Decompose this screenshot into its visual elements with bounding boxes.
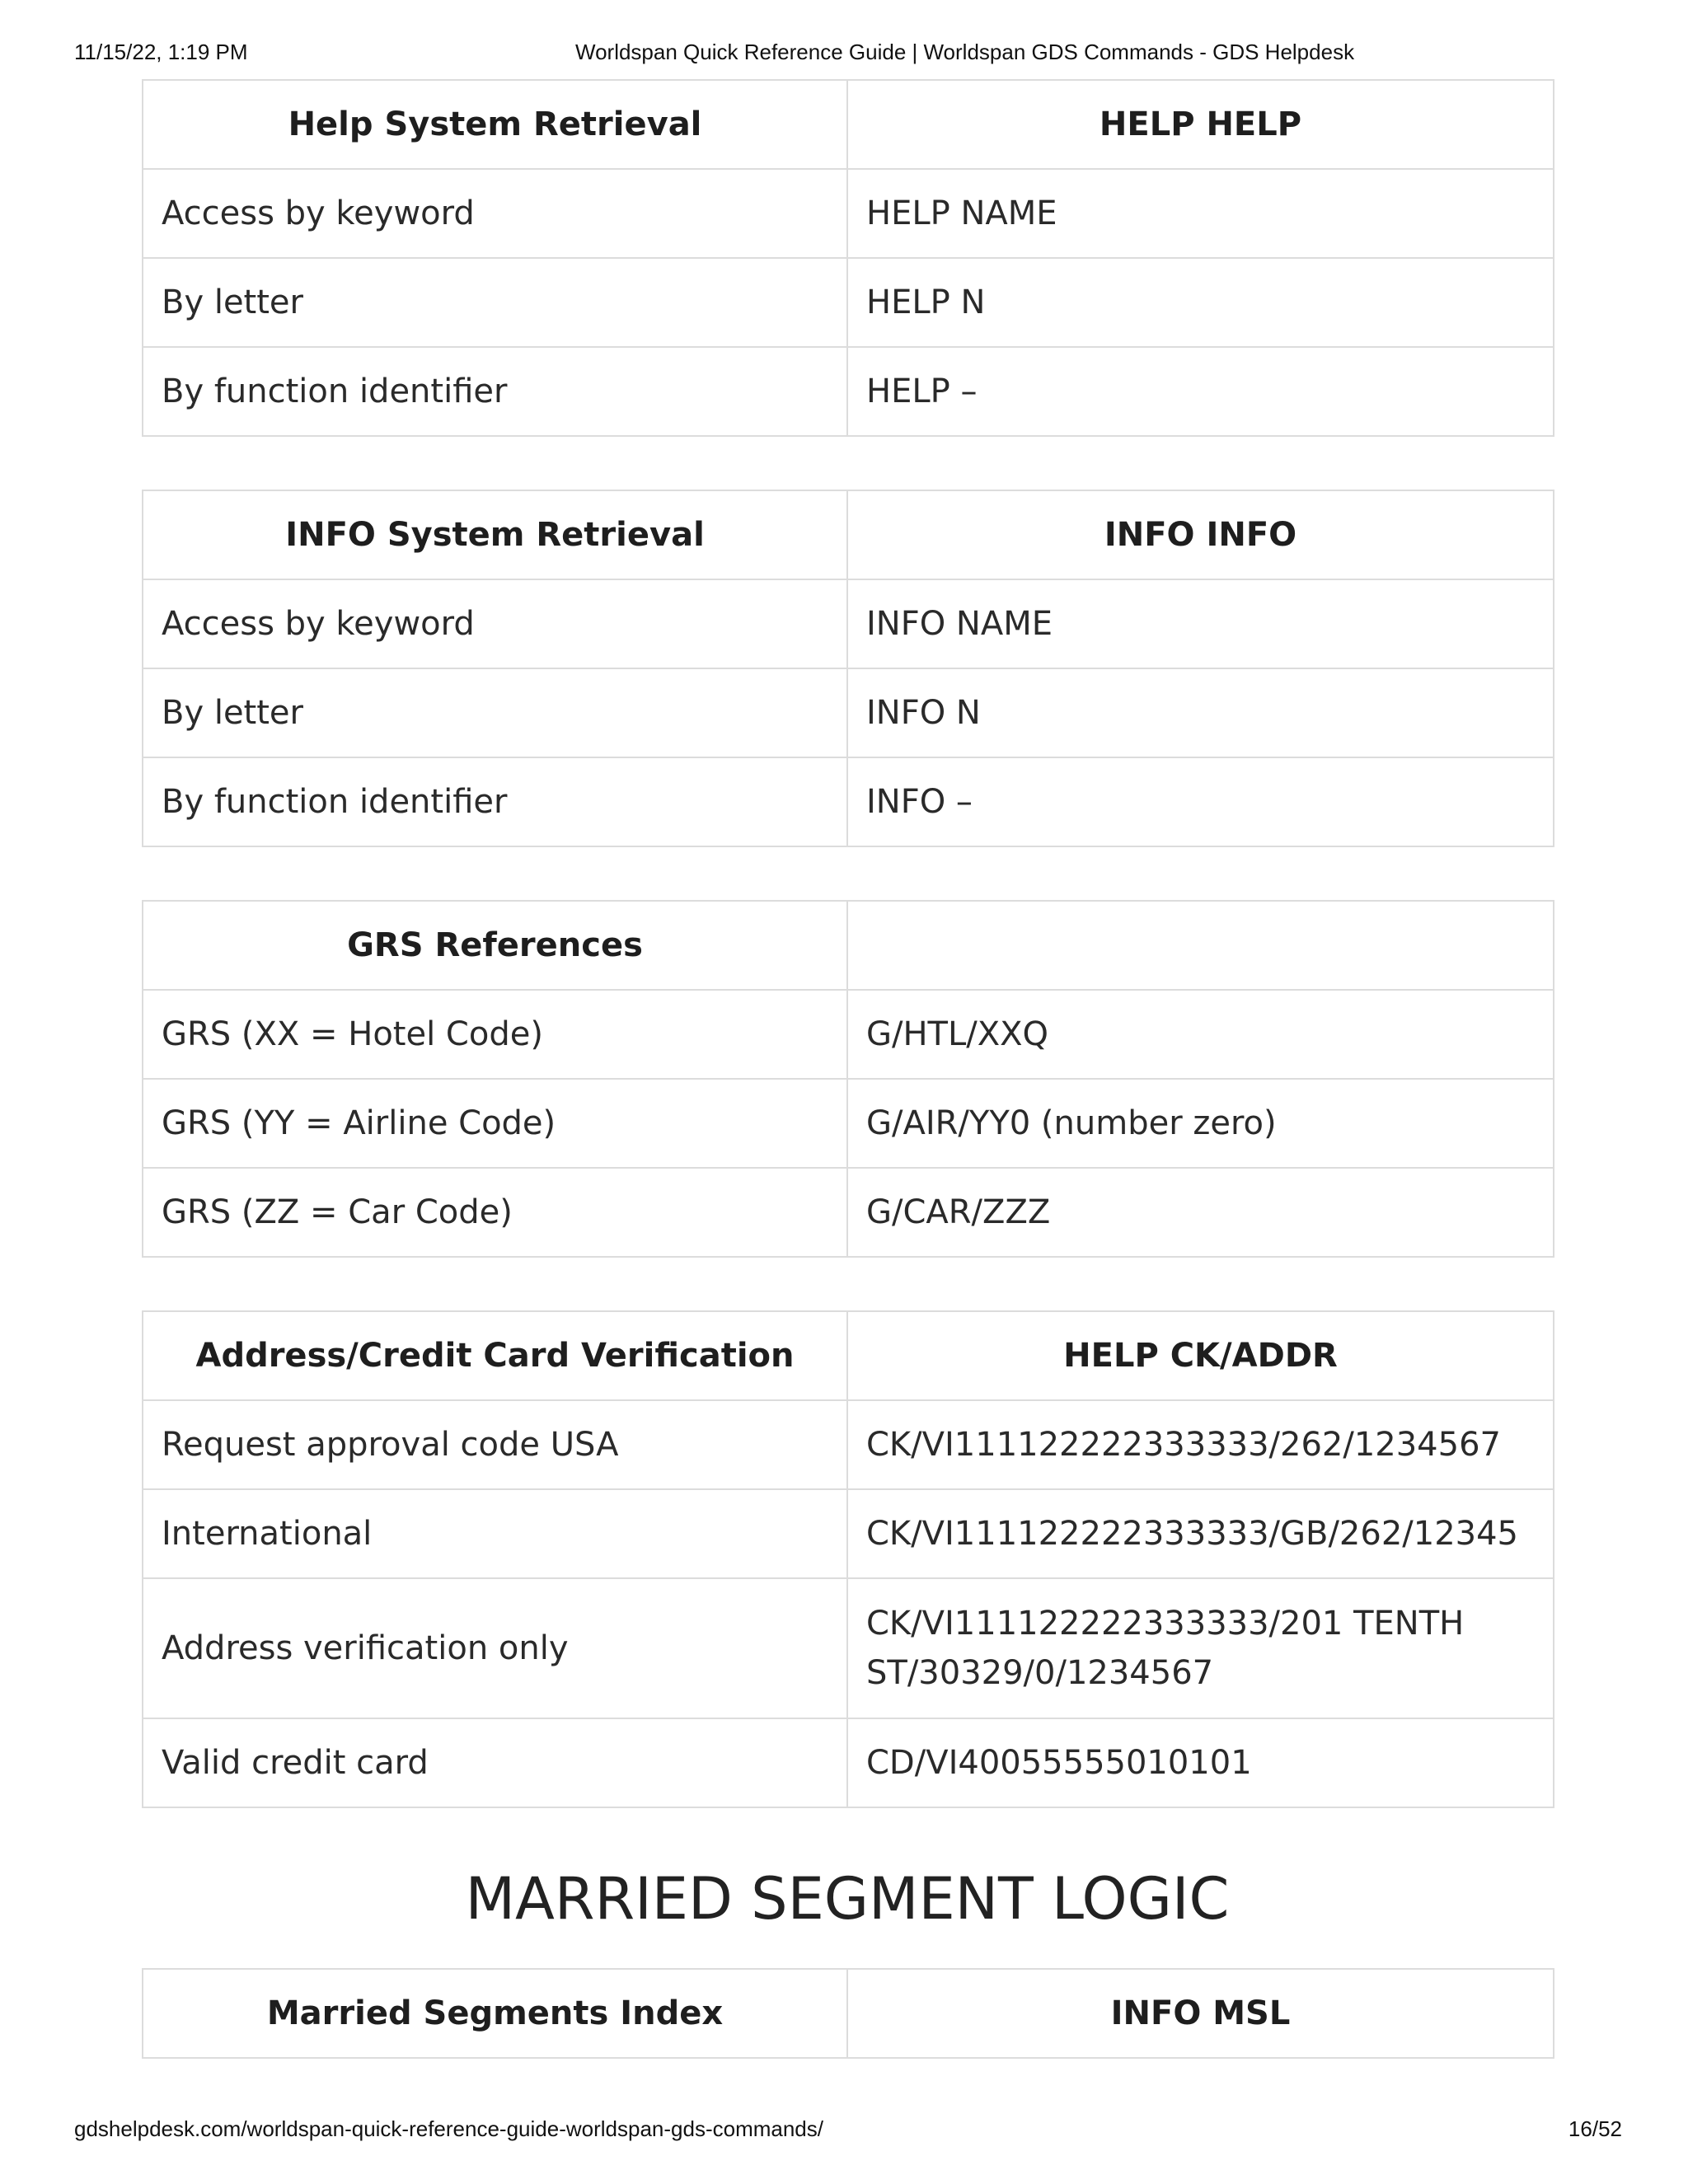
table-row	[143, 1718, 1554, 1807]
table-row	[143, 1489, 1554, 1578]
table-cell-description: By letter	[143, 258, 847, 347]
page-number: 16/52	[1568, 2116, 1622, 2141]
section-heading: MARRIED SEGMENT LOGIC	[465, 1865, 1230, 1933]
info-system-table	[142, 490, 1554, 847]
table-cell-command: G/HTL/XXQ	[847, 990, 1554, 1079]
table-header-cell: Help System Retrieval	[143, 80, 847, 169]
table-header-cell: INFO INFO	[847, 490, 1554, 579]
table-header-row	[143, 1969, 1554, 2058]
table-row	[143, 757, 1554, 846]
table-cell-description: GRS (ZZ = Car Code)	[143, 1168, 847, 1257]
table-cell-description: By letter	[143, 668, 847, 757]
help-system-table	[142, 79, 1554, 437]
table-header-cell: INFO MSL	[847, 1969, 1554, 2058]
table-header-row	[143, 1311, 1554, 1400]
table-row	[143, 668, 1554, 757]
table-row	[143, 169, 1554, 258]
table-cell-description: Request approval code USA	[143, 1400, 847, 1489]
table-cell-command: HELP N	[847, 258, 1554, 347]
table-row	[143, 990, 1554, 1079]
table-cell-description: GRS (YY = Airline Code)	[143, 1079, 847, 1168]
table-row	[143, 1400, 1554, 1489]
table-cell-command: G/CAR/ZZZ	[847, 1168, 1554, 1257]
table-header-cell	[847, 901, 1554, 990]
table-cell-description: GRS (XX = Hotel Code)	[143, 990, 847, 1079]
table-cell-description: Access by keyword	[143, 579, 847, 668]
print-footer	[0, 2116, 1688, 2144]
table-row	[143, 258, 1554, 347]
table-header-cell: Address/Credit Card Verification	[143, 1311, 847, 1400]
table-cell-description: Valid credit card	[143, 1718, 847, 1807]
table-cell-description: By function identifier	[143, 347, 847, 436]
table-cell-command: INFO –	[847, 757, 1554, 846]
table-row	[143, 579, 1554, 668]
table-cell-command: HELP NAME	[847, 169, 1554, 258]
married-segments-table	[142, 1968, 1554, 2059]
table-header-cell: Married Segments Index	[143, 1969, 847, 2058]
table-cell-command: CK/VI111122222333333/GB/262/12345	[847, 1489, 1554, 1578]
table-cell-command: G/AIR/YY0 (number zero)	[847, 1079, 1554, 1168]
grs-references-table	[142, 900, 1554, 1258]
table-header-cell: HELP CK/ADDR	[847, 1311, 1554, 1400]
print-header	[0, 40, 1688, 68]
table-cell-command: INFO NAME	[847, 579, 1554, 668]
table-cell-command: INFO N	[847, 668, 1554, 757]
table-header-row	[143, 901, 1554, 990]
table-row	[143, 1168, 1554, 1257]
table-header-row	[143, 80, 1554, 169]
print-page-title: Worldspan Quick Reference Guide | Worldspan GDS Commands - GDS Helpdesk	[575, 40, 1355, 64]
table-row	[143, 1079, 1554, 1168]
table-cell-command: CK/VI111122222333333/201 TENTH ST/30329/0/1234567	[847, 1578, 1554, 1718]
table-cell-description: Access by keyword	[143, 169, 847, 258]
print-date: 11/15/22, 1:19 PM	[74, 40, 248, 64]
table-cell-description: By function identifier	[143, 757, 847, 846]
table-cell-description: International	[143, 1489, 847, 1578]
table-header-cell: HELP HELP	[847, 80, 1554, 169]
page-content	[142, 79, 1553, 2059]
credit-card-verification-table	[142, 1310, 1554, 1808]
table-cell-description: Address verification only	[143, 1578, 847, 1718]
table-row	[143, 347, 1554, 436]
table-cell-command: CK/VI111122222333333/262/1234567	[847, 1400, 1554, 1489]
table-row	[143, 1578, 1554, 1718]
table-header-cell: INFO System Retrieval	[143, 490, 847, 579]
table-header-row	[143, 490, 1554, 579]
table-cell-command: CD/VI40055555010101	[847, 1718, 1554, 1807]
table-header-cell: GRS References	[143, 901, 847, 990]
page-url: gdshelpdesk.com/worldspan-quick-reference-guide-worldspan-gds-commands/	[74, 2116, 823, 2141]
table-cell-command: HELP –	[847, 347, 1554, 436]
